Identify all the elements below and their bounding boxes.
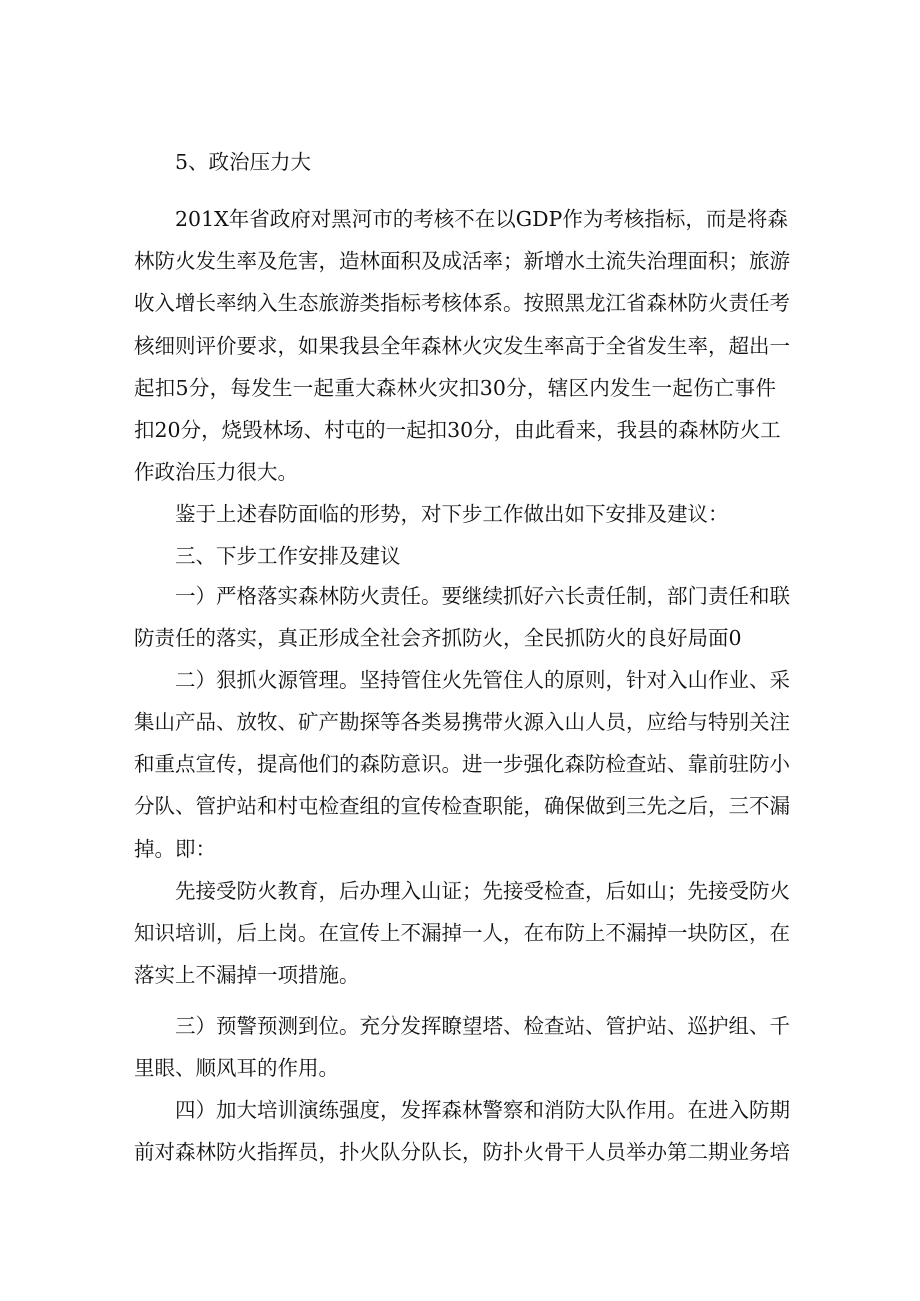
paragraph-line: 核细则评价要求，如果我县全年森林火灾发生率高于全省发生率，超出一 xyxy=(134,334,790,358)
paragraph-line: 收入增长率纳入生态旅游类指标考核体系。按照黑龙江省森林防火责任考 xyxy=(134,291,790,315)
section-heading: 5、政治压力大 xyxy=(175,150,312,174)
paragraph-line: 扣20分，烧毁林场、村屯的一起扣30分，由此看来，我县的森林防火工 xyxy=(134,418,781,442)
paragraph-line: 作政治压力很大。 xyxy=(134,460,298,484)
paragraph-line: 和重点宣传，提高他们的森防意识。进一步强化森防检查站、靠前驻防小 xyxy=(134,752,790,776)
paragraph-line: 四）加大培训演练强度，发挥森林警察和消防大队作用。在进入防期 xyxy=(175,1098,790,1122)
paragraph-line: 前对森林防火指挥员，扑火队分队长，防扑火骨干人员举办第二期业务培 xyxy=(134,1140,790,1164)
paragraph-line: 落实上不漏掉一项措施。 xyxy=(134,963,360,987)
paragraph-line: 三）预警预测到位。充分发挥瞭望塔、检查站、管护站、巡护组、千 xyxy=(175,1014,790,1038)
paragraph-line: 集山产品、放牧、矿产勘探等各类易携带火源入山人员，应给与特别关注 xyxy=(134,710,790,734)
paragraph-line: 201X年省政府对黑河市的考核不在以GDP作为考核指标，而是将森 xyxy=(175,207,788,231)
paragraph-line: 鉴于上述春防面临的形势，对下步工作做出如下安排及建议： xyxy=(175,502,729,526)
paragraph-line: 知识培训，后上岗。在宣传上不漏掉一人，在布防上不漏掉一块防区，在 xyxy=(134,921,790,945)
paragraph-line: 林防火发生率及危害，造林面积及成活率；新增水土流失治理面积；旅游 xyxy=(134,249,790,273)
paragraph-line: 起扣5分，每发生一起重大森林火灾扣30分，辖区内发生一起伤亡事件 xyxy=(134,376,776,400)
paragraph-line: 防责任的落实，真正形成全社会齐抓防火，全民抓防火的良好局面0 xyxy=(134,626,742,650)
paragraph-line: 先接受防火教育，后办理入山证；先接受检查，后如山；先接受防火 xyxy=(175,879,790,903)
paragraph-line: 里眼、顺风耳的作用。 xyxy=(134,1056,339,1080)
section-heading: 三、下步工作安排及建议 xyxy=(175,544,401,568)
paragraph-line: 分队、管护站和村屯检查组的宣传检查职能，确保做到三先之后，三不漏 xyxy=(134,794,790,818)
paragraph-line: 二）狠抓火源管理。坚持管住火先管住人的原则，针对入山作业、采 xyxy=(175,668,790,692)
paragraph-line: 一）严格落实森林防火责任。要继续抓好六长责任制，部门责任和联 xyxy=(175,584,790,608)
paragraph-line: 掉。即： xyxy=(134,837,216,861)
